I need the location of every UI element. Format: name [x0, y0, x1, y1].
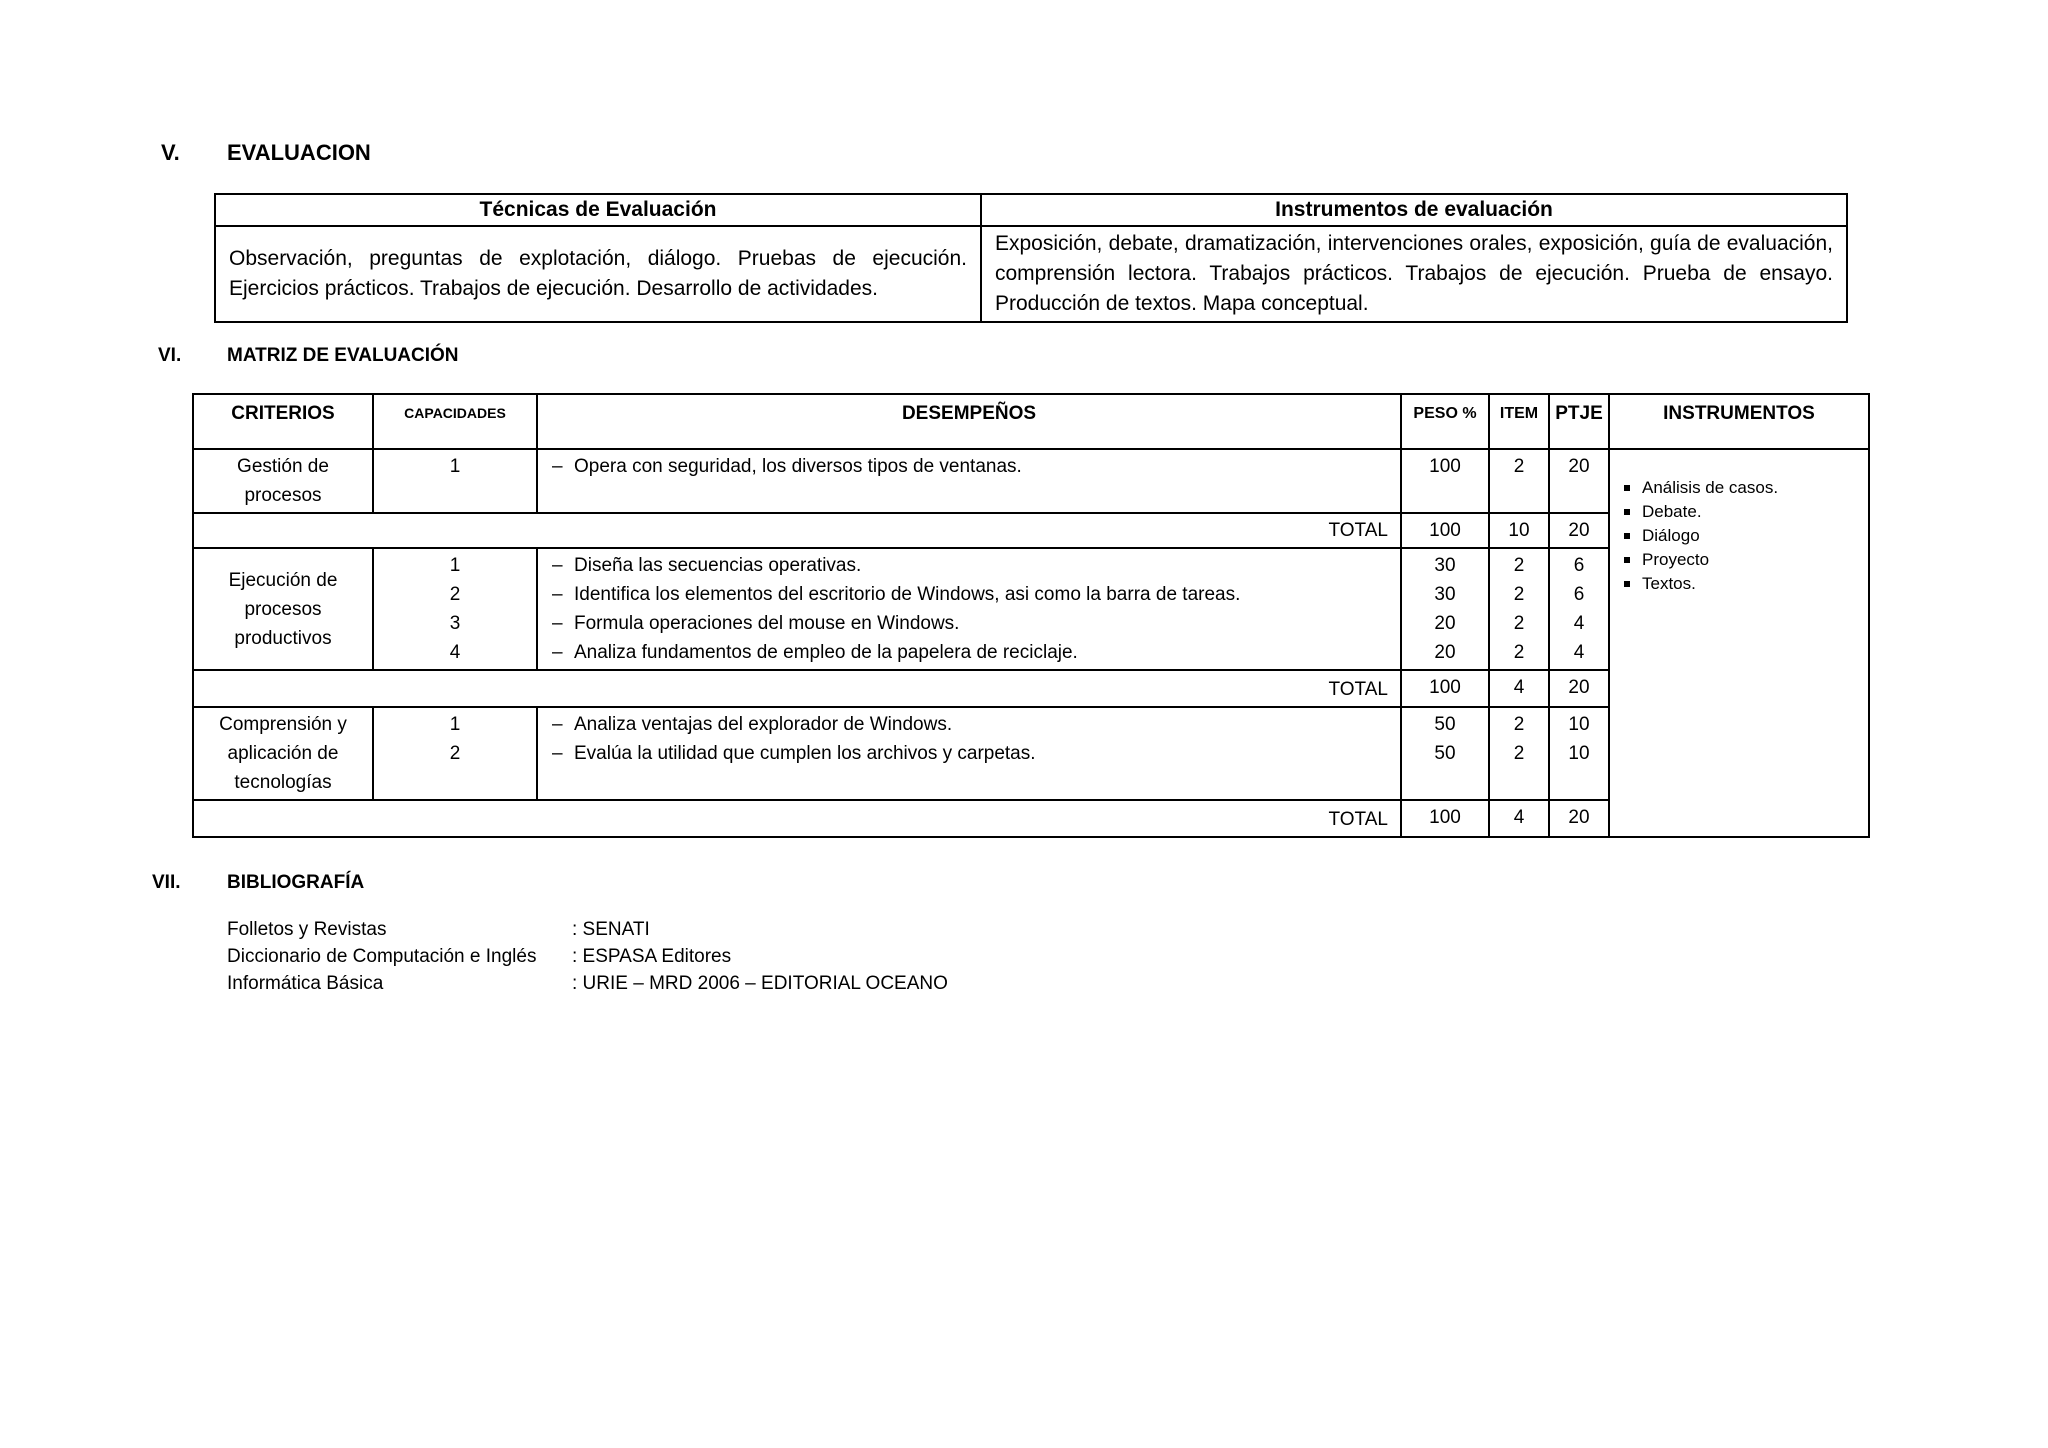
- desempeno-text: Analiza ventajas del explorador de Windows.: [574, 714, 953, 735]
- total-peso: 100: [1401, 670, 1489, 707]
- bibliography-name: Diccionario de Computación e Inglés: [227, 946, 537, 967]
- header-tecnicas: Técnicas de Evaluación: [215, 194, 981, 226]
- list-item: [1622, 476, 1864, 500]
- peso-cell: [1401, 707, 1489, 800]
- item-cell: [1489, 548, 1549, 670]
- header-criterios: CRITERIOS: [193, 394, 373, 449]
- section-6-title: MATRIZ DE EVALUACIÓN: [227, 345, 459, 366]
- header-ptje: PTJE: [1549, 394, 1609, 449]
- dash-marker: –: [552, 642, 563, 663]
- ptje-value: 10: [1568, 743, 1590, 764]
- peso-value: 30: [1434, 584, 1456, 605]
- instrumento-text: Diálogo: [1642, 526, 1700, 545]
- desempeno-text: Evalúa la utilidad que cumplen los archivos y carpetas.: [574, 743, 1036, 764]
- item-cell: [1489, 707, 1549, 800]
- total-item: 10: [1489, 513, 1549, 548]
- item-value: 2: [1513, 555, 1525, 576]
- desempeno-item: [544, 452, 1394, 481]
- total-item: 4: [1489, 670, 1549, 707]
- peso-value: 50: [1434, 714, 1456, 735]
- total-label: TOTAL: [193, 513, 1401, 548]
- section-7-title: BIBLIOGRAFÍA: [227, 872, 365, 893]
- ptje-value: 10: [1568, 714, 1590, 735]
- instrumento-text: Análisis de casos.: [1642, 478, 1779, 497]
- total-peso: 100: [1401, 800, 1489, 837]
- bibliography-name: Informática Básica: [227, 973, 384, 994]
- desempeno-cell: [537, 707, 1401, 800]
- item-value: 2: [1513, 642, 1525, 663]
- instrumentos-list: [1622, 476, 1864, 596]
- item-value: 2: [1513, 613, 1525, 634]
- square-bullet-icon: [1624, 581, 1630, 587]
- capacidad-number: 2: [449, 743, 461, 764]
- desempeno-text: Diseña las secuencias operativas.: [574, 555, 862, 576]
- tecnicas-cell: Observación, preguntas de explotación, diálogo. Pruebas de ejecución. Ejercicios prácticos. Trabajos de ejecución. Desarrollo de actividades.: [215, 226, 981, 322]
- table-header-row: [215, 194, 1847, 226]
- capacidad-number: 3: [449, 613, 461, 634]
- dash-marker: –: [552, 714, 563, 735]
- capacidad-cell: 1: [373, 449, 537, 513]
- evaluation-techniques-table: [214, 193, 1848, 323]
- ptje-value: 6: [1573, 584, 1585, 605]
- matrix-header-row: [193, 394, 1869, 449]
- bibliography-list: [227, 916, 948, 997]
- header-instrumentos: INSTRUMENTOS: [1609, 394, 1869, 449]
- desempeno-item: [544, 580, 1394, 609]
- ptje-value: 4: [1573, 642, 1585, 663]
- bibliography-source: : URIE – MRD 2006 – EDITORIAL OCEANO: [572, 973, 948, 994]
- total-label: TOTAL: [193, 800, 1401, 837]
- peso-cell: 100: [1401, 449, 1489, 513]
- criterio-cell: Gestión de procesos: [193, 449, 373, 513]
- dash-marker: –: [552, 456, 563, 477]
- dash-marker: –: [552, 613, 563, 634]
- section-5-title: EVALUACION: [227, 140, 371, 165]
- header-instrumentos: Instrumentos de evaluación: [981, 194, 1847, 226]
- header-capacidades: CAPACIDADES: [373, 394, 537, 449]
- evaluation-matrix-table: [192, 393, 1870, 838]
- list-item: [227, 970, 948, 997]
- criterio-cell: Ejecución de procesos productivos: [193, 548, 373, 670]
- total-ptje: 20: [1549, 513, 1609, 548]
- square-bullet-icon: [1624, 533, 1630, 539]
- list-item: [227, 943, 948, 970]
- capacidad-number: 2: [449, 584, 461, 605]
- capacidad-cell: [373, 548, 537, 670]
- bibliography-name: Folletos y Revistas: [227, 919, 387, 940]
- ptje-cell: 20: [1549, 449, 1609, 513]
- square-bullet-icon: [1624, 485, 1630, 491]
- desempeno-text: Analiza fundamentos de empleo de la papelera de reciclaje.: [574, 642, 1078, 663]
- list-item: [1622, 524, 1864, 548]
- ptje-cell: [1549, 548, 1609, 670]
- total-peso: 100: [1401, 513, 1489, 548]
- item-cell: 2: [1489, 449, 1549, 513]
- peso-value: 20: [1434, 613, 1456, 634]
- peso-value: 30: [1434, 555, 1456, 576]
- bibliography-source: : SENATI: [572, 919, 650, 940]
- desempeno-text: Opera con seguridad, los diversos tipos de ventanas.: [574, 456, 1022, 477]
- desempeno-cell: [537, 449, 1401, 513]
- instrumento-text: Proyecto: [1642, 550, 1710, 569]
- capacidad-number: 1: [449, 555, 461, 576]
- header-desempenos: DESEMPEÑOS: [537, 394, 1401, 449]
- ptje-cell: [1549, 707, 1609, 800]
- header-item: ITEM: [1489, 394, 1549, 449]
- dash-marker: –: [552, 584, 563, 605]
- list-item: [1622, 548, 1864, 572]
- header-peso: PESO %: [1401, 394, 1489, 449]
- peso-cell: [1401, 548, 1489, 670]
- desempeno-item: [544, 609, 1394, 638]
- section-7-number: VII.: [152, 872, 181, 893]
- ptje-value: 6: [1573, 555, 1585, 576]
- instrumento-text: Debate.: [1642, 502, 1702, 521]
- instrumentos-cell: [1609, 449, 1869, 837]
- item-value: 2: [1513, 714, 1525, 735]
- total-ptje: 20: [1549, 800, 1609, 837]
- square-bullet-icon: [1624, 509, 1630, 515]
- dash-marker: –: [552, 743, 563, 764]
- item-value: 2: [1513, 743, 1525, 764]
- section-6-number: VI.: [158, 345, 182, 366]
- table-row: [193, 449, 1869, 513]
- ptje-value: 4: [1573, 613, 1585, 634]
- list-item: [1622, 572, 1864, 596]
- total-item: 4: [1489, 800, 1549, 837]
- total-ptje: 20: [1549, 670, 1609, 707]
- section-5-number: V.: [161, 140, 180, 165]
- instrumentos-cell: Exposición, debate, dramatización, intervenciones orales, exposición, guía de evaluación, comprensión lectora. Trabajos prácticos. Trabajos de ejecución. Prueba de ensayo. Producción de textos. Mapa conceptual.: [981, 226, 1847, 322]
- instrumento-text: Textos.: [1642, 574, 1696, 593]
- total-label: TOTAL: [193, 670, 1401, 707]
- square-bullet-icon: [1624, 557, 1630, 563]
- desempeno-item: [544, 739, 1394, 768]
- desempeno-text: Identifica los elementos del escritorio de Windows, asi como la barra de tareas.: [574, 584, 1241, 605]
- desempeno-text: Formula operaciones del mouse en Windows.: [574, 613, 960, 634]
- list-item: [227, 916, 948, 943]
- capacidad-number: 1: [449, 714, 461, 735]
- capacidad-cell: [373, 707, 537, 800]
- desempeno-item: [544, 710, 1394, 739]
- list-item: [1622, 500, 1864, 524]
- capacidad-number: 4: [449, 642, 461, 663]
- table-row: [215, 226, 1847, 322]
- desempeno-item: [544, 638, 1394, 667]
- bibliography-source: : ESPASA Editores: [572, 946, 732, 967]
- desempeno-item: [544, 551, 1394, 580]
- item-value: 2: [1513, 584, 1525, 605]
- desempeno-cell: [537, 548, 1401, 670]
- peso-value: 20: [1434, 642, 1456, 663]
- criterio-cell: Comprensión y aplicación de tecnologías: [193, 707, 373, 800]
- dash-marker: –: [552, 555, 563, 576]
- peso-value: 50: [1434, 743, 1456, 764]
